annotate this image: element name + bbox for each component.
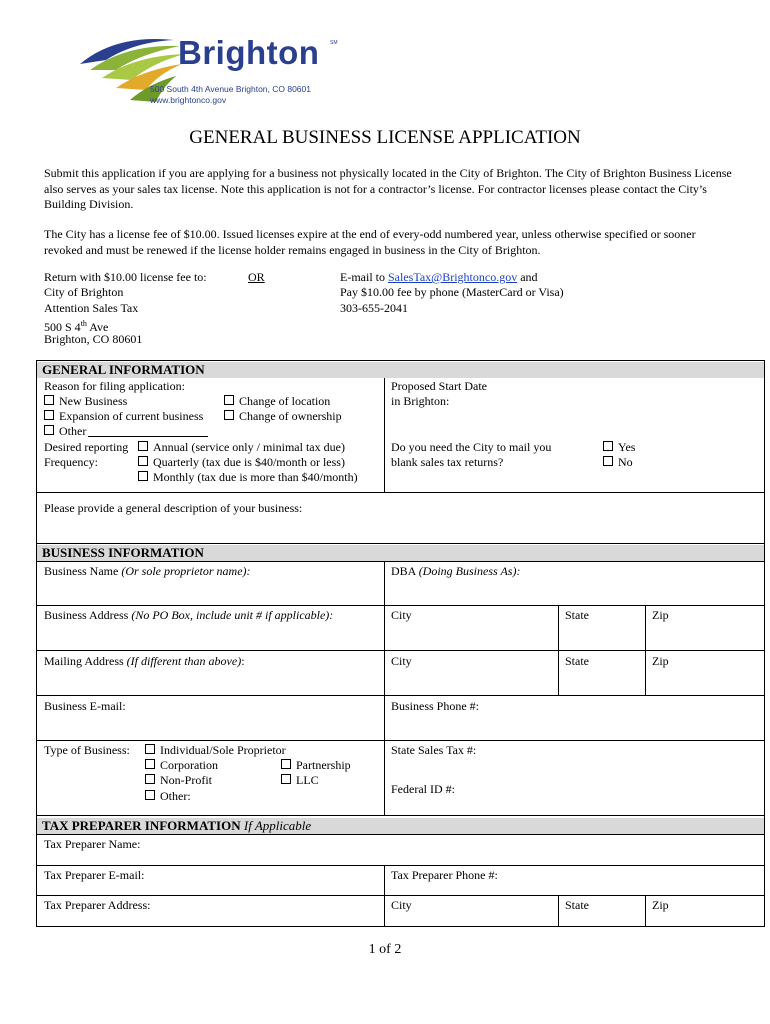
mailing-zip-label: Zip xyxy=(652,654,669,668)
other-reason-label: Other xyxy=(59,424,87,438)
business-city-label: City xyxy=(391,608,412,622)
expansion-option[interactable] xyxy=(44,409,203,424)
mail-yes-label: Yes xyxy=(618,440,636,454)
annual-option[interactable] xyxy=(138,440,345,455)
page-title: GENERAL BUSINESS LICENSE APPLICATION xyxy=(189,127,581,148)
reporting-label-1: Desired reporting xyxy=(44,440,129,454)
business-phone-label: Business Phone #: xyxy=(391,699,480,713)
business-email-label: Business E-mail: xyxy=(44,699,126,713)
tax-preparer-header xyxy=(37,818,764,834)
new-business-label: New Business xyxy=(59,394,128,408)
tax-preparer-name-label: Tax Preparer Name: xyxy=(44,837,141,851)
intro-paragraph-1: Submit this application if you are applying for a business not physically located in the City of Brighton. The City of Brighton Business License also serves as your sales tax license. Note this application is not for a contractor’s license. For contractor licenses please contact the City’s Building Division. xyxy=(44,166,732,211)
mail-yes-checkbox[interactable] xyxy=(603,441,613,451)
mailing-address-hint: (If different than above) xyxy=(126,654,242,668)
tax-preparer-state-label: State xyxy=(565,898,589,912)
logo-address: 500 South 4th Avenue Brighton, CO 80601 xyxy=(150,84,311,94)
tax-preparer-header-note: If Applicable xyxy=(243,818,312,833)
quarterly-label: Quarterly (tax due is $40/month or less) xyxy=(153,455,345,469)
logo-name: Brighton xyxy=(178,34,320,71)
page-number: 1 of 2 xyxy=(368,942,402,957)
annual-label: Annual (service only / minimal tax due) xyxy=(153,440,345,454)
logo-website: www.brightonco.gov xyxy=(150,95,227,105)
mail-no-option[interactable] xyxy=(603,455,633,470)
tax-preparer-city-label: City xyxy=(391,898,412,912)
llc-label: LLC xyxy=(296,773,319,787)
business-address-text: Business Address xyxy=(44,608,132,622)
mail-question-2: blank sales tax returns? xyxy=(391,455,504,469)
brighton-logo xyxy=(76,30,346,110)
return-line-2: City of Brighton xyxy=(44,285,124,299)
sole-proprietor-option[interactable] xyxy=(145,743,286,758)
monthly-option[interactable] xyxy=(138,470,358,485)
email-prefix: E-mail to xyxy=(340,270,388,284)
business-name-hint: (Or sole proprietor name): xyxy=(121,564,251,578)
annual-checkbox[interactable] xyxy=(138,441,148,451)
mailing-city-label: City xyxy=(391,654,412,668)
change-ownership-checkbox[interactable] xyxy=(224,410,234,420)
change-location-option[interactable] xyxy=(224,394,330,409)
monthly-checkbox[interactable] xyxy=(138,471,148,481)
dba-hint: (Doing Business As): xyxy=(418,564,521,578)
tax-preparer-address-label: Tax Preparer Address: xyxy=(44,898,151,912)
change-ownership-label: Change of ownership xyxy=(239,409,342,423)
quarterly-option[interactable] xyxy=(138,455,345,470)
partnership-option[interactable] xyxy=(281,758,351,773)
nonprofit-option[interactable] xyxy=(145,773,212,788)
start-date-label-2: in Brighton: xyxy=(391,394,450,408)
business-zip-label: Zip xyxy=(652,608,669,622)
reason-label: Reason for filing application: xyxy=(44,379,185,393)
other-business-label: Other: xyxy=(160,789,191,803)
tax-preparer-phone-label: Tax Preparer Phone #: xyxy=(391,868,498,882)
corporation-checkbox[interactable] xyxy=(145,759,155,769)
expansion-label: Expansion of current business xyxy=(59,409,204,423)
other-business-option[interactable] xyxy=(145,789,191,804)
tax-preparer-header-title: TAX PREPARER INFORMATION xyxy=(42,818,241,833)
mail-yes-option[interactable] xyxy=(603,440,635,455)
mail-no-label: No xyxy=(618,455,633,469)
business-state-label: State xyxy=(565,608,589,622)
other-business-checkbox[interactable] xyxy=(145,790,155,800)
type-of-business-label: Type of Business: xyxy=(44,743,130,757)
business-description-label: Please provide a general description of your business: xyxy=(44,501,303,515)
business-name-text: Business Name xyxy=(44,564,122,578)
dba-label xyxy=(391,564,520,579)
return-street-sup: th xyxy=(80,319,87,328)
new-business-checkbox[interactable] xyxy=(44,395,54,405)
return-line-3: Attention Sales Tax xyxy=(44,301,139,315)
dba-text: DBA xyxy=(391,564,419,578)
start-date-label-1: Proposed Start Date xyxy=(391,379,487,393)
mailing-address-colon: : xyxy=(241,654,245,668)
phone-pay-line: Pay $10.00 fee by phone (MasterCard or Visa) xyxy=(340,285,564,299)
return-line-5: Brighton, CO 80601 xyxy=(44,332,143,346)
sales-tax-email-link[interactable]: SalesTax@Brightonco.gov xyxy=(388,270,518,284)
llc-checkbox[interactable] xyxy=(281,774,291,784)
reporting-label-2: Frequency: xyxy=(44,455,98,469)
sole-proprietor-checkbox[interactable] xyxy=(145,744,155,754)
corporation-option[interactable] xyxy=(145,758,218,773)
federal-id-label: Federal ID #: xyxy=(391,782,455,796)
intro-paragraph-2: The City has a license fee of $10.00. Issued licenses expire at the end of every-odd numbered year, unless otherwise specified or sooner revoked and must be renewed if the license holder remains engaged in business in the City of Brighton. xyxy=(44,227,696,257)
change-ownership-option[interactable] xyxy=(224,409,342,424)
tax-preparer-zip-label: Zip xyxy=(652,898,669,912)
business-name-label xyxy=(44,564,251,579)
other-reason-option[interactable] xyxy=(44,424,86,439)
expansion-checkbox[interactable] xyxy=(44,410,54,420)
nonprofit-checkbox[interactable] xyxy=(145,774,155,784)
mail-no-checkbox[interactable] xyxy=(603,456,613,466)
other-reason-field[interactable] xyxy=(88,436,208,437)
phone-number: 303-655-2041 xyxy=(340,301,408,315)
partnership-label: Partnership xyxy=(296,758,351,772)
mail-question-1: Do you need the City to mail you xyxy=(391,440,552,454)
state-sales-tax-label: State Sales Tax #: xyxy=(391,743,477,757)
partnership-checkbox[interactable] xyxy=(281,759,291,769)
business-address-label xyxy=(44,608,333,623)
corporation-label: Corporation xyxy=(160,758,218,772)
change-location-label: Change of location xyxy=(239,394,331,408)
mailing-address-label xyxy=(44,654,245,669)
monthly-label: Monthly (tax due is more than $40/month) xyxy=(153,470,358,484)
other-reason-checkbox[interactable] xyxy=(44,425,54,435)
logo-mark: SM xyxy=(330,40,338,46)
return-line-1: Return with $10.00 license fee to: xyxy=(44,270,207,284)
sole-proprietor-label: Individual/Sole Proprietor xyxy=(160,743,286,757)
email-suffix: and xyxy=(517,270,538,284)
mailing-state-label: State xyxy=(565,654,589,668)
general-info-header: GENERAL INFORMATION xyxy=(37,362,764,378)
business-address-hint: (No PO Box, include unit # if applicable): xyxy=(131,608,334,622)
mailing-address-text: Mailing Address xyxy=(44,654,127,668)
return-street-suffix: Ave xyxy=(86,320,109,334)
llc-option[interactable] xyxy=(281,773,319,788)
new-business-option[interactable] xyxy=(44,394,127,409)
change-location-checkbox[interactable] xyxy=(224,395,234,405)
quarterly-checkbox[interactable] xyxy=(138,456,148,466)
business-info-header: BUSINESS INFORMATION xyxy=(37,545,764,561)
tax-preparer-email-label: Tax Preparer E-mail: xyxy=(44,868,145,882)
or-label: OR xyxy=(248,270,265,284)
return-street-number: 500 S 4 xyxy=(44,320,81,334)
nonprofit-label: Non-Profit xyxy=(160,773,212,787)
email-line xyxy=(340,270,538,285)
